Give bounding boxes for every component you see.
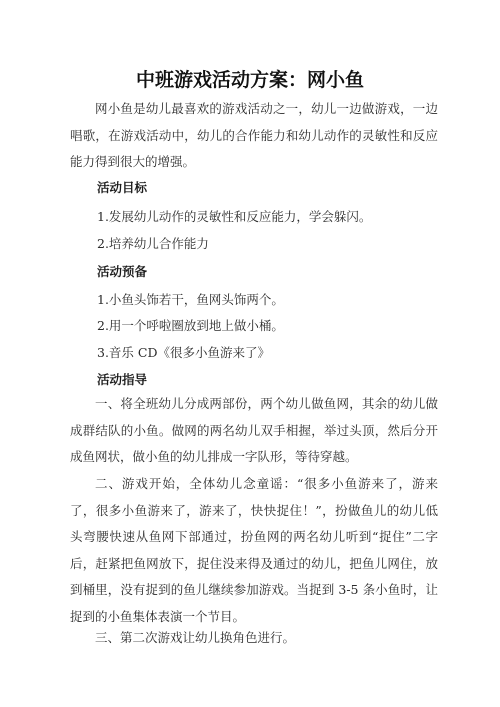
prep-item-2: 2.用一个呼啦圈放到地上做小桶。 (97, 318, 284, 333)
guide-paragraph-2: 二、游戏开始，全体幼儿念童谣：“很多小鱼游来了，游来了，很多小鱼游来了，游来了，快快捉住！”，扮做鱼儿的幼儿低头弯腰快速从鱼网下部通过，扮鱼网的两名幼儿听到“捉住”二字后，赶紧把鱼网放下，捉住没来得及通过的幼儿，把鱼儿网住，放到桶里，没有捉到的鱼儿继续参加游戏。当捉到 3-5 条小鱼时，让捉到的小鱼集体表演一个节目。 (70, 476, 438, 624)
guide-paragraph-2-block (70, 471, 438, 630)
guide-paragraph-3-block (70, 625, 438, 652)
document-title: 中班游戏活动方案：网小鱼 (135, 69, 364, 91)
goal-item-2: 2.培养幼儿合作能力 (97, 236, 209, 251)
section-heading-goals: 活动目标 (97, 180, 148, 195)
prep-item-3: 3.音乐 CD《很多小鱼游来了》 (97, 345, 270, 360)
guide-paragraph-1: 一、将全班幼儿分成两部份，两个幼儿做鱼网，其余的幼儿做成群结队的小鱼。做网的两名幼儿双手相握，举过头顶，然后分开成鱼网状，做小鱼的幼儿排成一字队形，等待穿越。 (70, 396, 438, 464)
section-heading-prep: 活动预备 (97, 264, 148, 279)
intro-paragraph-block (70, 96, 438, 176)
goal-item-1: 1.发展幼儿动作的灵敏性和反应能力，学会躲闪。 (97, 209, 372, 224)
prep-item-1: 1.小鱼头饰若干，鱼网头饰两个。 (97, 292, 284, 307)
intro-paragraph: 网小鱼是幼儿最喜欢的游戏活动之一，幼儿一边做游戏，一边唱歌，在游戏活动中，幼儿的合作能力和幼儿动作的灵敏性和反应能力得到很大的增强。 (70, 101, 438, 169)
guide-paragraph-3: 三、第二次游戏让幼儿换角色进行。 (95, 630, 296, 645)
guide-paragraph-1-block (70, 391, 438, 471)
section-heading-guide: 活动指导 (97, 372, 148, 387)
